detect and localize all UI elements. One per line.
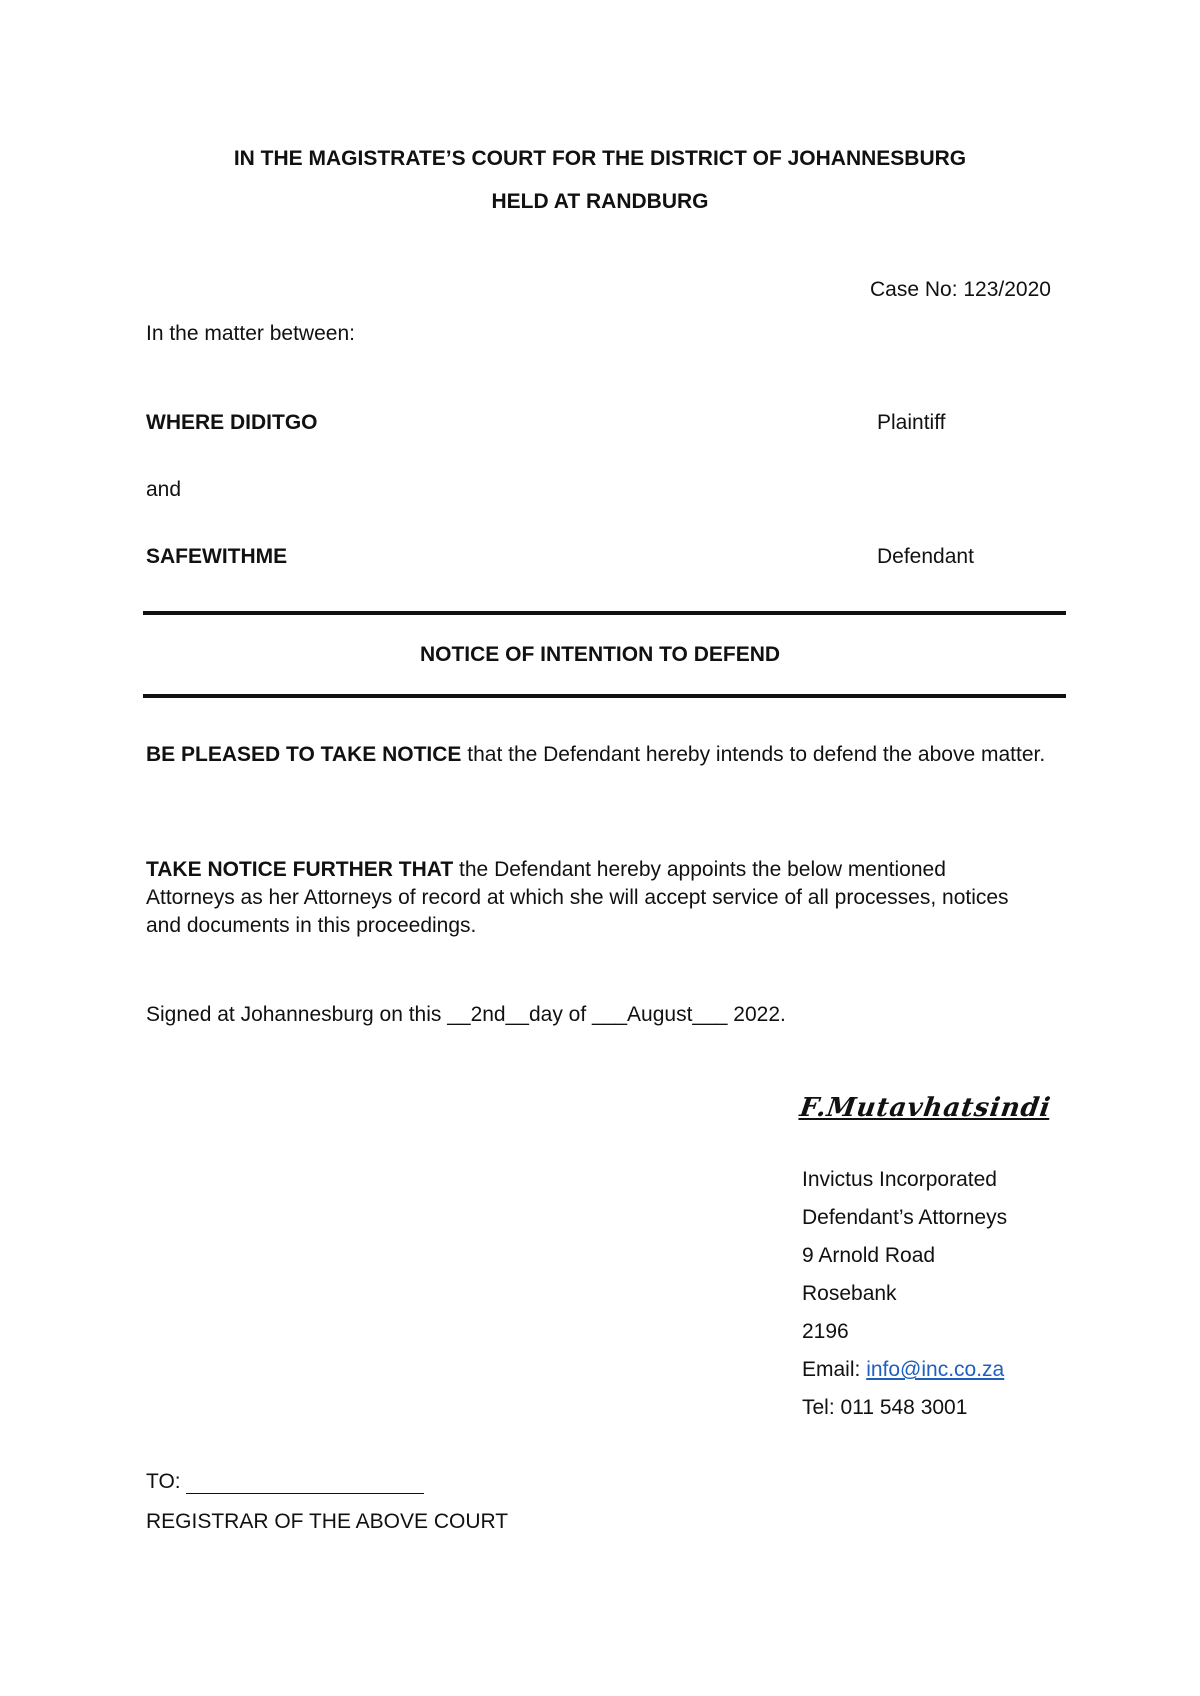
to-blank-line (186, 1473, 424, 1494)
signed-line: Signed at Johannesburg on this __2nd__day of ___August___ 2022. (146, 1003, 786, 1026)
to-line (146, 1470, 424, 1494)
further-notice-paragraph (146, 856, 1016, 940)
held-at-heading: HELD AT RANDBURG (491, 190, 709, 213)
matter-between-label: In the matter between: (146, 322, 355, 345)
to-label: TO: (146, 1470, 187, 1493)
attorney-email-line (802, 1358, 1004, 1382)
registrar-line: REGISTRAR OF THE ABOVE COURT (146, 1510, 509, 1533)
court-heading: IN THE MAGISTRATE’S COURT FOR THE DISTRICT OF JOHANNESBURG (233, 147, 967, 170)
attorney-role: Defendant’s Attorneys (802, 1206, 1008, 1229)
notice-paragraph-lead: BE PLEASED TO TAKE NOTICE (146, 743, 462, 766)
email-link[interactable]: info@inc.co.za (866, 1358, 1005, 1381)
notice-title: NOTICE OF INTENTION TO DEFEND (419, 643, 781, 666)
parties-conjunction: and (146, 478, 182, 501)
attorney-street: 9 Arnold Road (802, 1244, 936, 1267)
notice-paragraph (146, 741, 1046, 769)
email-label: Email: (802, 1358, 867, 1381)
attorney-suburb: Rosebank (802, 1282, 897, 1305)
further-notice-lead: TAKE NOTICE FURTHER THAT (146, 858, 454, 881)
plaintiff-name: WHERE DIDITGO (146, 411, 318, 434)
further-notice-text: the Defendant hereby appoints the below mentioned Attorneys as her Attorneys of record at which she will accept service of all processes, notices and documents in this proceedings. (146, 858, 1009, 937)
defendant-name: SAFEWITHME (146, 545, 288, 568)
plaintiff-role: Plaintiff (877, 411, 946, 434)
attorney-postal-code: 2196 (802, 1320, 849, 1343)
top-divider (143, 611, 1066, 615)
attorney-telephone: Tel: 011 548 3001 (802, 1396, 968, 1419)
bottom-divider (143, 694, 1066, 698)
attorney-firm: Invictus Incorporated (802, 1168, 997, 1191)
defendant-role: Defendant (877, 545, 974, 568)
notice-paragraph-text: that the Defendant hereby intends to defend the above matter. (461, 743, 1046, 766)
case-number: Case No: 123/2020 (870, 278, 1051, 301)
signature: F.Mutavhatsindi (797, 1093, 1053, 1123)
